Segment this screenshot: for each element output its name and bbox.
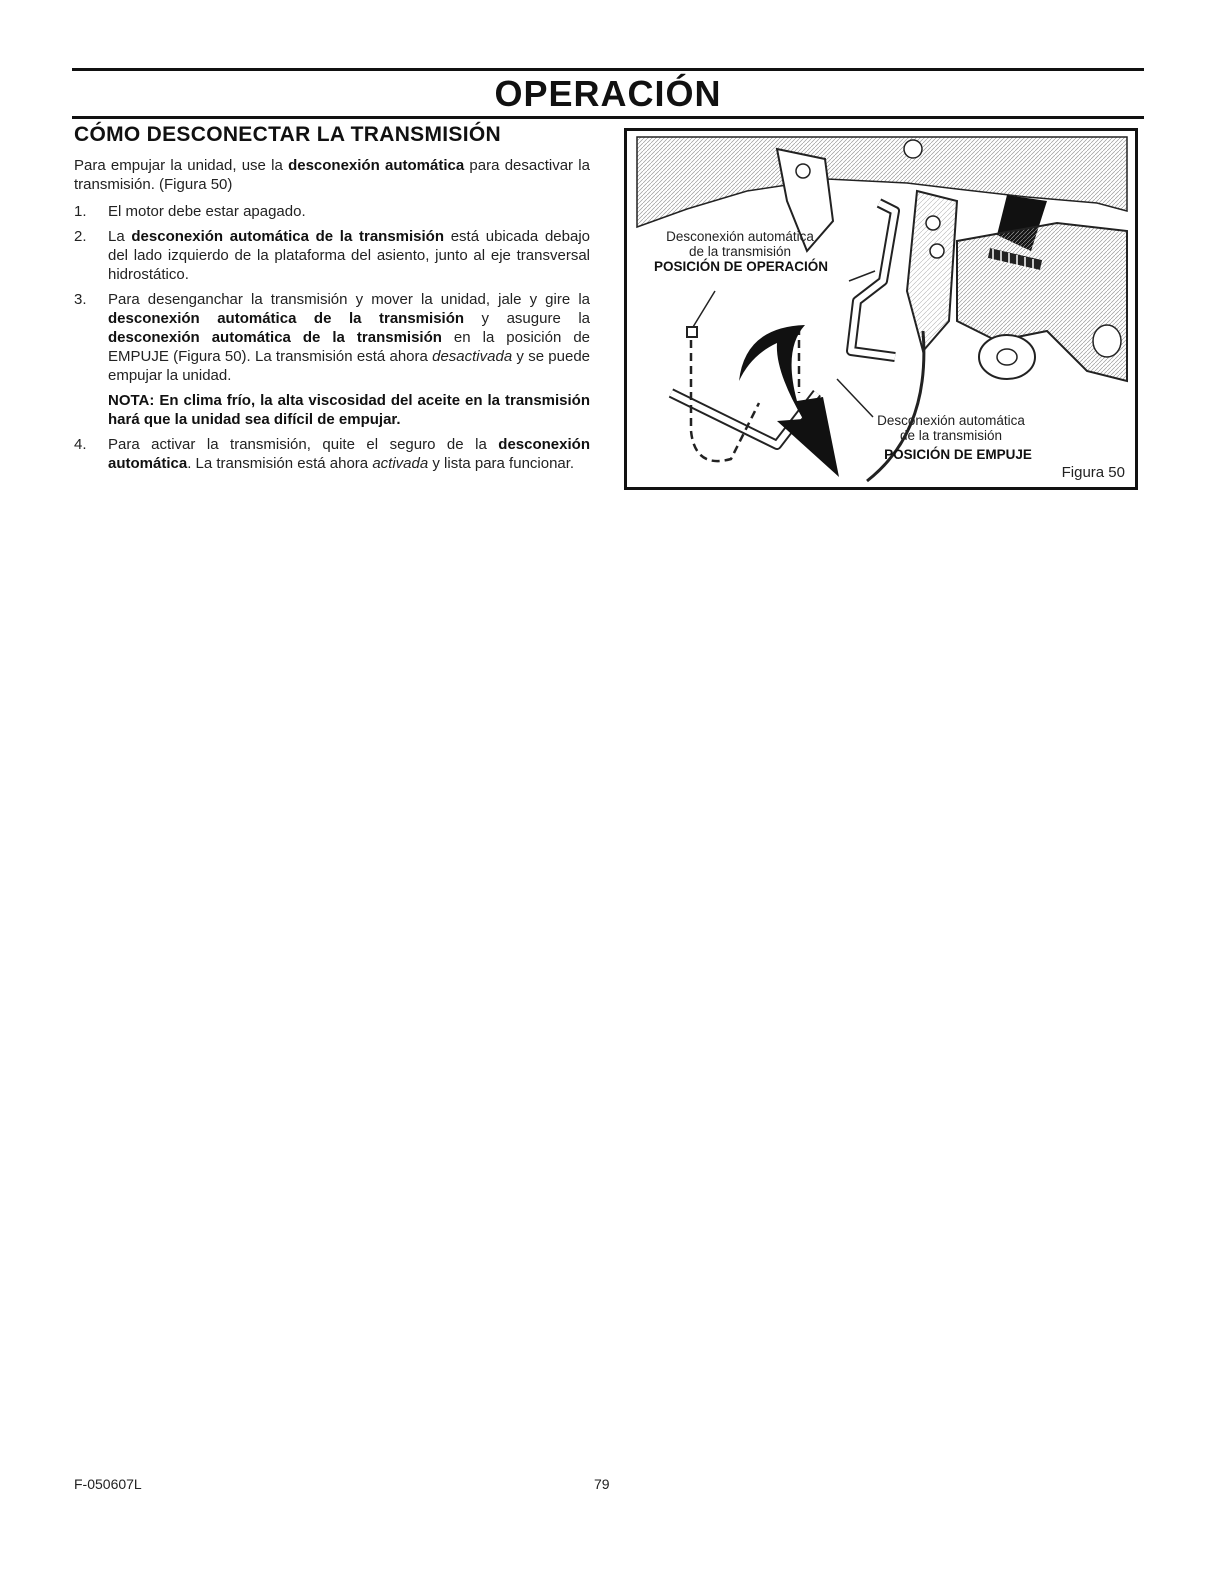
step-bold: desconexión automática de la transmisión [108,329,442,346]
label-push-position: POSICIÓN DE EMPUJE [884,447,1032,462]
step-text: en la posición de EMPUJE (Figura 50). La transmisión está ahora [108,329,590,365]
step-number: 2. [74,228,87,245]
step-text: y lista para funcionar. [428,455,575,472]
bolt-icon [930,244,944,258]
step-text: Para desenganchar la transmisión y mover la unidad, jale y gire la [108,291,590,308]
step-number: 1. [74,203,87,220]
step-text: está ubicada debajo del lado izquierdo de la plataforma del asiento, junto al eje transversal hidrostático. [108,228,590,283]
step-italic: activada [372,455,429,472]
step-number: 4. [74,436,87,453]
step-2 [74,227,590,284]
mounting-plate-shape [907,191,957,351]
rotation-arrow-icon [739,325,839,477]
step-text: El motor debe estar apagado. [108,203,306,220]
step-bold: desconexión automática de la transmisión [131,228,445,245]
section-title: CÓMO DESCONECTAR LA TRANSMISIÓN [74,123,501,146]
label-operating-line2: de la transmisión [688,244,792,259]
figure-50 [624,128,1138,490]
steps-list [74,202,590,385]
label-operating-line1: Desconexión automática [666,229,814,244]
intro-paragraph [74,156,590,194]
step-number: 3. [74,291,87,308]
instructions-column [74,122,590,479]
label-push-line1: Desconexión automática [877,413,1025,428]
label-operating-position: POSICIÓN DE OPERACIÓN [653,259,829,274]
axle-center-shape [997,349,1017,365]
document-code: F-050607L [74,1476,142,1492]
step-text: y asugure la [464,310,590,327]
intro-text-1: Para empujar la unidad, use la [74,157,289,174]
figure-caption: Figura 50 [1061,464,1125,481]
cold-weather-note: NOTA: En clima frío, la alta viscosidad del aceite en la transmisión hará que la unidad sea difícil de empujar. [108,392,590,428]
bolt-icon [796,164,810,178]
step-4 [74,435,590,473]
intro-text-2: para desactivar la transmisión. (Figura 50) [74,157,590,193]
step-text: La [108,228,132,245]
step-1 [74,202,590,221]
step-text: Para activar la transmisión, quite el seguro de la [108,436,499,453]
retaining-pin-dashed [691,327,759,461]
leader-line [849,271,875,281]
header-rule-bottom [72,116,1144,119]
leader-line [693,291,715,327]
step-italic: desactivada [432,348,513,365]
intro-bold: desconexión automática [288,157,465,174]
pin-head-shape [687,327,697,337]
page-title: OPERACIÓN [494,73,722,114]
bolt-icon [904,140,922,158]
step-text: y se puede empujar la unidad. [108,348,590,384]
leader-line [837,379,873,417]
pulley-shape [1093,325,1121,357]
bolt-icon [926,216,940,230]
page-number: 79 [594,1476,610,1492]
step-3 [74,290,590,385]
label-push-line2: de la transmisión [899,428,1003,443]
step-text: . La transmisión está ahora [187,455,373,472]
seat-deck-shape [637,137,1127,227]
steps-list-continued [74,435,590,473]
step-bold: desconexión automática [108,436,590,472]
step-bold: desconexión automática de la transmisión [108,310,465,327]
release-rod-operating [851,203,895,357]
header-rule-top [72,68,1144,71]
